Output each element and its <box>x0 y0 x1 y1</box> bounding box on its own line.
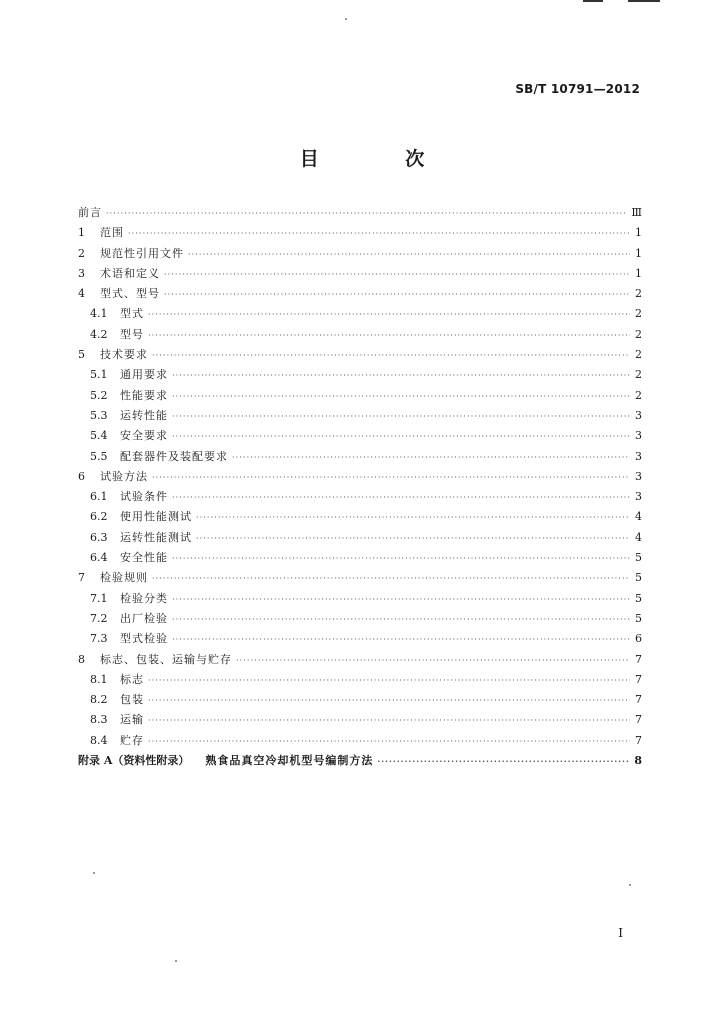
toc-entry-title: 型式 <box>120 307 144 321</box>
toc-dot-leader <box>377 751 630 771</box>
toc-dot-leader <box>148 305 630 325</box>
toc-title: 目 次 <box>299 148 465 170</box>
toc-entry-page: 4 <box>635 530 642 544</box>
toc-entry <box>78 487 642 507</box>
toc-dot-leader <box>128 224 630 244</box>
toc-entry-title: 术语和定义 <box>100 266 160 280</box>
toc-entry-title: 贮存 <box>120 733 144 747</box>
toc-dot-leader <box>188 245 630 265</box>
toc-entry-page: 2 <box>635 368 642 382</box>
toc-entry-title: 通用要求 <box>120 368 168 382</box>
toc-dot-leader <box>172 590 630 610</box>
toc-entry-page: 3 <box>635 408 642 422</box>
toc-entry-title: 标志 <box>120 672 144 686</box>
toc-dot-leader <box>172 610 630 630</box>
toc-entry <box>78 345 642 365</box>
toc-entry-title: 试验方法 <box>100 469 148 483</box>
toc-entry <box>78 264 642 284</box>
toc-entry-title: 运转性能测试 <box>120 530 192 544</box>
toc-entry <box>78 528 642 548</box>
toc-entry-number: 3 <box>78 266 85 280</box>
toc-entry-number: 5 <box>78 348 85 362</box>
toc-dot-leader <box>172 366 630 386</box>
toc-entry <box>78 223 642 243</box>
toc-entry <box>78 650 642 670</box>
toc-entry-page: 5 <box>635 571 642 585</box>
toc-dot-leader <box>196 529 630 549</box>
toc-entry-page: 5 <box>635 591 642 605</box>
toc-entry-title: 技术要求 <box>100 348 148 362</box>
toc-entry-page: 1 <box>635 266 642 280</box>
toc-dot-leader <box>172 630 630 650</box>
scan-speck <box>629 884 631 886</box>
toc-entry <box>78 244 642 264</box>
toc-entry-number: 8.3 <box>90 713 108 727</box>
toc-entry <box>78 426 642 446</box>
toc-dot-leader <box>236 651 630 671</box>
toc-entry-title: 范围 <box>100 226 124 240</box>
toc-dot-leader <box>152 468 630 488</box>
toc-entry-title: 检验分类 <box>120 591 168 605</box>
toc-entry-page: 1 <box>635 246 642 260</box>
toc-dot-leader <box>148 326 630 346</box>
table-of-contents <box>78 203 642 771</box>
toc-dot-leader <box>172 407 630 427</box>
toc-entry-title: 型式检验 <box>120 632 168 646</box>
toc-entry-title: 出厂检验 <box>120 611 168 625</box>
top-edge-mark <box>583 0 603 2</box>
toc-entry-number: 7.3 <box>90 632 108 646</box>
toc-entry-number: 8.2 <box>90 693 108 707</box>
toc-entry-title: 型号 <box>120 327 144 341</box>
toc-entry-number: 5.4 <box>90 429 108 443</box>
toc-entry-page: 6 <box>635 632 642 646</box>
toc-entry-page: 3 <box>635 429 642 443</box>
toc-entry-number: 4.2 <box>90 327 108 341</box>
toc-entry-page: 3 <box>635 449 642 463</box>
toc-entry <box>78 690 642 710</box>
toc-entry-page: 2 <box>635 388 642 402</box>
toc-entry-number: 7 <box>78 571 85 585</box>
toc-entry-number: 5.3 <box>90 408 108 422</box>
scan-speck <box>93 872 95 874</box>
toc-entry-page: 8 <box>634 754 642 768</box>
toc-entry-title: 使用性能测试 <box>120 510 192 524</box>
toc-dot-leader <box>196 508 630 528</box>
toc-entry <box>78 568 642 588</box>
toc-entry <box>78 304 642 324</box>
toc-dot-leader <box>152 346 630 366</box>
toc-entry-page: 3 <box>635 469 642 483</box>
toc-entry-number: 2 <box>78 246 85 260</box>
toc-entry-page: 5 <box>635 611 642 625</box>
toc-entry-title: 试验条件 <box>120 490 168 504</box>
toc-entry-number: 6.3 <box>90 530 108 544</box>
toc-entry-number: 4 <box>78 287 85 301</box>
toc-dot-leader <box>232 448 630 468</box>
toc-dot-leader <box>148 711 630 731</box>
toc-entry-number: 6 <box>78 469 85 483</box>
toc-dot-leader <box>148 691 630 711</box>
toc-entry <box>78 284 642 304</box>
toc-entry-page: 2 <box>635 287 642 301</box>
toc-entry-title: 规范性引用文件 <box>100 246 184 260</box>
toc-entry-number: 6.2 <box>90 510 108 524</box>
toc-dot-leader <box>152 569 630 589</box>
toc-entry-page: 3 <box>635 490 642 504</box>
toc-entry-number: 1 <box>78 226 85 240</box>
toc-entry-page: 4 <box>635 510 642 524</box>
toc-entry-title: 检验规则 <box>100 571 148 585</box>
toc-entry-number: 6.4 <box>90 551 108 565</box>
toc-dot-leader <box>106 204 627 224</box>
toc-entry <box>78 203 642 223</box>
standard-code: SB/T 10791—2012 <box>515 82 640 96</box>
toc-entry-title: 熟食品真空冷却机型号编制方法 <box>205 754 374 768</box>
scan-speck <box>175 960 177 962</box>
toc-entry-title: 前言 <box>78 206 102 219</box>
toc-entry <box>78 467 642 487</box>
toc-entry <box>78 629 642 649</box>
toc-entry-number: 5.5 <box>90 449 108 463</box>
page-number: I <box>618 926 623 940</box>
toc-entry-page: 7 <box>635 713 642 727</box>
toc-entry-number: 5.2 <box>90 388 108 402</box>
toc-entry-title: 配套器件及装配要求 <box>120 449 228 463</box>
toc-entry-number: 8.4 <box>90 733 108 747</box>
toc-dot-leader <box>164 285 630 305</box>
toc-entry-page: 2 <box>635 307 642 321</box>
toc-entry-page: 7 <box>635 672 642 686</box>
toc-entry <box>78 386 642 406</box>
toc-entry <box>78 710 642 730</box>
toc-dot-leader <box>172 488 630 508</box>
toc-entry-title: 运转性能 <box>120 408 168 422</box>
toc-entry-number: 5.1 <box>90 368 108 382</box>
toc-entry <box>78 365 642 385</box>
toc-entry-number: 附录 A（资料性附录） <box>78 754 190 768</box>
toc-entry-number: 8 <box>78 652 85 666</box>
toc-entry <box>78 751 642 771</box>
toc-entry-title: 运输 <box>120 713 144 727</box>
toc-entry <box>78 670 642 690</box>
top-edge-mark <box>628 0 660 2</box>
toc-entry <box>78 609 642 629</box>
toc-entry-title: 安全性能 <box>120 551 168 565</box>
toc-entry-title: 性能要求 <box>120 388 168 402</box>
toc-entry-number: 7.2 <box>90 611 108 625</box>
toc-entry-title: 标志、包装、运输与贮存 <box>100 652 232 666</box>
toc-entry-number: 6.1 <box>90 490 108 504</box>
toc-dot-leader <box>172 387 630 407</box>
scan-speck <box>345 18 347 20</box>
toc-dot-leader <box>172 427 630 447</box>
toc-entry-number: 8.1 <box>90 672 108 686</box>
toc-entry-page: 7 <box>635 733 642 747</box>
toc-entry <box>78 507 642 527</box>
toc-entry-page: 5 <box>635 551 642 565</box>
toc-entry <box>78 325 642 345</box>
toc-entry-page: 7 <box>635 652 642 666</box>
toc-entry-page: 2 <box>635 327 642 341</box>
toc-entry-page: 7 <box>635 693 642 707</box>
toc-entry-page: Ⅲ <box>631 206 642 219</box>
toc-entry <box>78 406 642 426</box>
toc-entry-page: 1 <box>635 226 642 240</box>
toc-dot-leader <box>148 732 630 752</box>
toc-entry <box>78 731 642 751</box>
toc-entry-number: 4.1 <box>90 307 108 321</box>
toc-entry-title: 型式、型号 <box>100 287 160 301</box>
toc-dot-leader <box>172 549 630 569</box>
toc-entry-title: 包装 <box>120 693 144 707</box>
toc-entry-number: 7.1 <box>90 591 108 605</box>
toc-entry <box>78 447 642 467</box>
toc-entry-page: 2 <box>635 348 642 362</box>
toc-dot-leader <box>164 265 630 285</box>
toc-entry <box>78 589 642 609</box>
toc-entry-title: 安全要求 <box>120 429 168 443</box>
toc-entry <box>78 548 642 568</box>
toc-dot-leader <box>148 671 630 691</box>
